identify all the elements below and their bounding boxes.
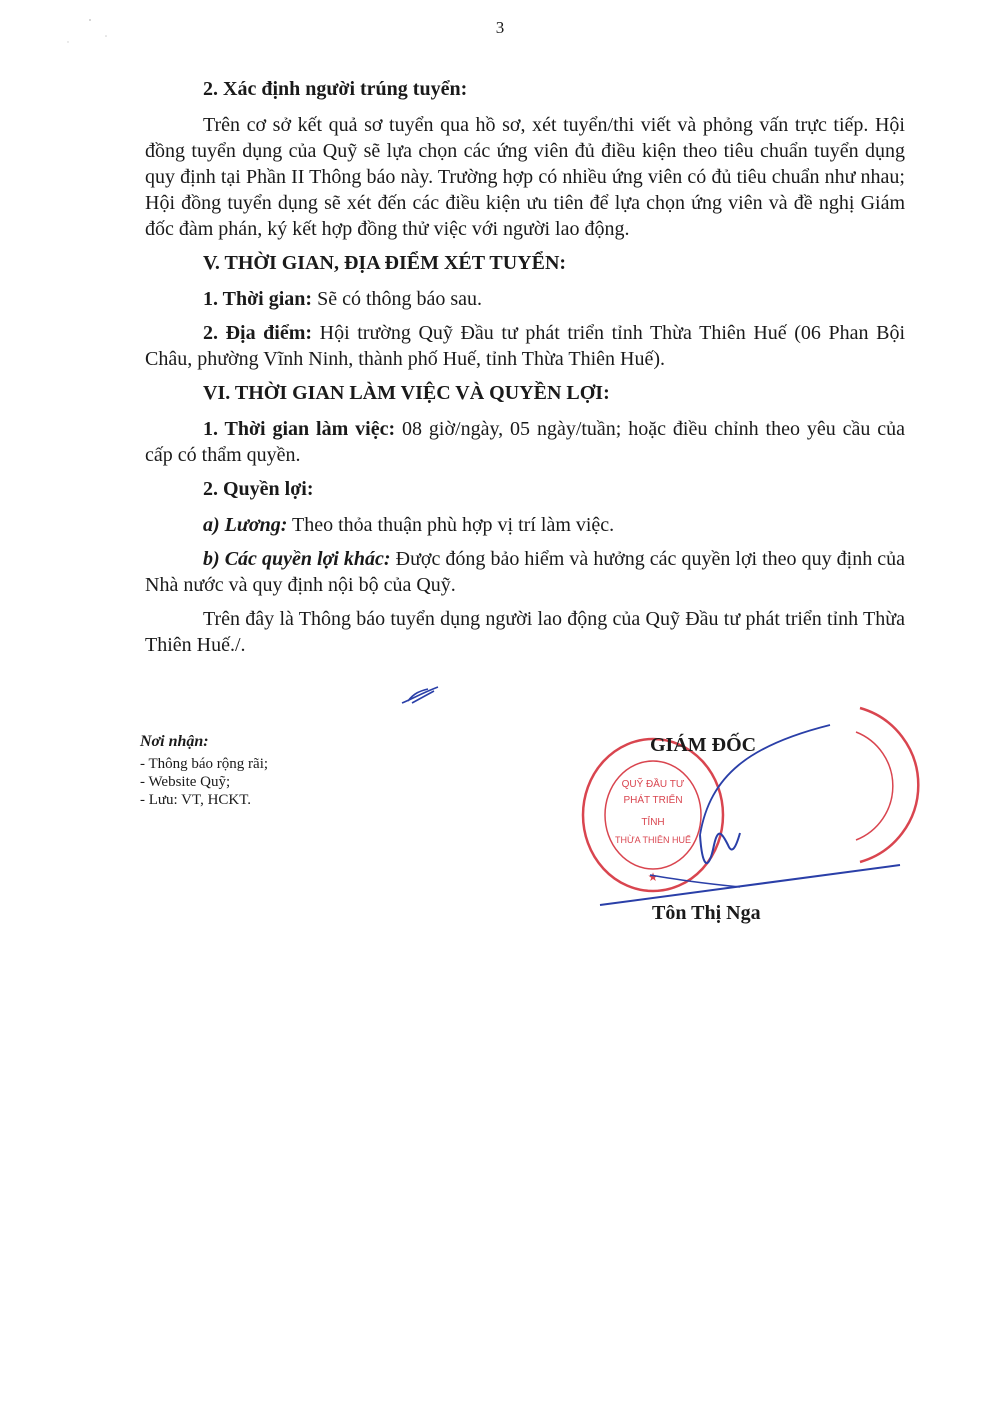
paragraph bbox=[145, 320, 905, 372]
text: Được đóng bảo hiểm và hưởng các quyền lợi theo quy định của Nhà nước và quy định nội bộ của Quỹ. bbox=[145, 548, 906, 596]
paragraph bbox=[145, 416, 905, 468]
initial-mark bbox=[398, 683, 444, 707]
recipient-item: - Website Quỹ; bbox=[140, 774, 231, 790]
recipients-title: Nơi nhận: bbox=[140, 733, 209, 750]
seal-line: TỈNH bbox=[641, 817, 665, 828]
text: Theo thỏa thuận phù hợp vị trí làm việc. bbox=[287, 514, 615, 536]
text: Sẽ có thông báo sau. bbox=[312, 288, 483, 310]
scan-artifact bbox=[48, 6, 128, 46]
recipient-item: - Thông báo rộng rãi; bbox=[140, 756, 269, 772]
label: 2. Địa điểm: bbox=[203, 322, 313, 344]
document-body bbox=[145, 76, 905, 666]
paragraph bbox=[145, 546, 905, 598]
label: 1. Thời gian: bbox=[203, 288, 313, 310]
label: 1. Thời gian làm việc: bbox=[203, 418, 396, 440]
label: b) Các quyền lợi khác: bbox=[203, 548, 391, 570]
closing-paragraph: Trên đây là Thông báo tuyển dụng người lao động của Quỹ Đầu tư phát triển tỉnh Thừa Thiên Huế./. bbox=[145, 608, 905, 656]
svg-text:★: ★ bbox=[647, 870, 659, 884]
sub-heading: 2. Quyền lợi: bbox=[203, 478, 314, 500]
text: 08 giờ/ngày, 05 ngày/tuần; hoặc điều chỉnh theo yêu cầu của cấp có thẩm quyền. bbox=[145, 418, 905, 466]
seal-line: THỪA THIÊN HUẾ bbox=[614, 835, 692, 845]
seal-line: PHÁT TRIỂN bbox=[623, 795, 683, 806]
signer-name: Tôn Thị Nga bbox=[652, 902, 761, 924]
recipients-block bbox=[140, 733, 470, 809]
section-heading: V. THỜI GIAN, ĐỊA ĐIỂM XÉT TUYỂN: bbox=[203, 252, 567, 274]
section-heading: VI. THỜI GIAN LÀM VIỆC VÀ QUYỀN LỢI: bbox=[203, 382, 610, 404]
page-number: 3 bbox=[495, 18, 505, 37]
text: Hội trường Quỹ Đầu tư phát triển tỉnh Thừa Thiên Huế (06 Phan Bội Châu, phường Vĩnh Ninh, thành phố Huế, tỉnh Thừa Thiên Huế). bbox=[145, 322, 905, 370]
signature bbox=[590, 715, 910, 915]
seal-line: QUỸ ĐẦU TƯ bbox=[621, 779, 685, 790]
section-heading: 2. Xác định người trúng tuyển: bbox=[203, 78, 468, 100]
signature-title: GIÁM ĐỐC bbox=[650, 734, 757, 756]
paragraph bbox=[145, 512, 905, 538]
paragraph bbox=[145, 286, 905, 312]
label: a) Lương: bbox=[203, 514, 288, 536]
paragraph: Trên cơ sở kết quả sơ tuyển qua hồ sơ, xét tuyển/thi viết và phỏng vấn trực tiếp. Hội đồng tuyển dụng của Quỹ sẽ lựa chọn các ứng viên đủ điều kiện theo tiêu chuẩn tuyển dụng quy định tại Phần II Thông báo này. Trường hợp có nhiều ứng viên có đủ tiêu chuẩn như nhau; Hội đồng tuyển dụng sẽ xét đến các điều kiện ưu tiên để lựa chọn ứng viên và đề nghị Giám đốc đàm phán, ký kết hợp đồng thử việc với người lao động. bbox=[145, 114, 905, 240]
recipient-item: - Lưu: VT, HCKT. bbox=[140, 792, 252, 808]
